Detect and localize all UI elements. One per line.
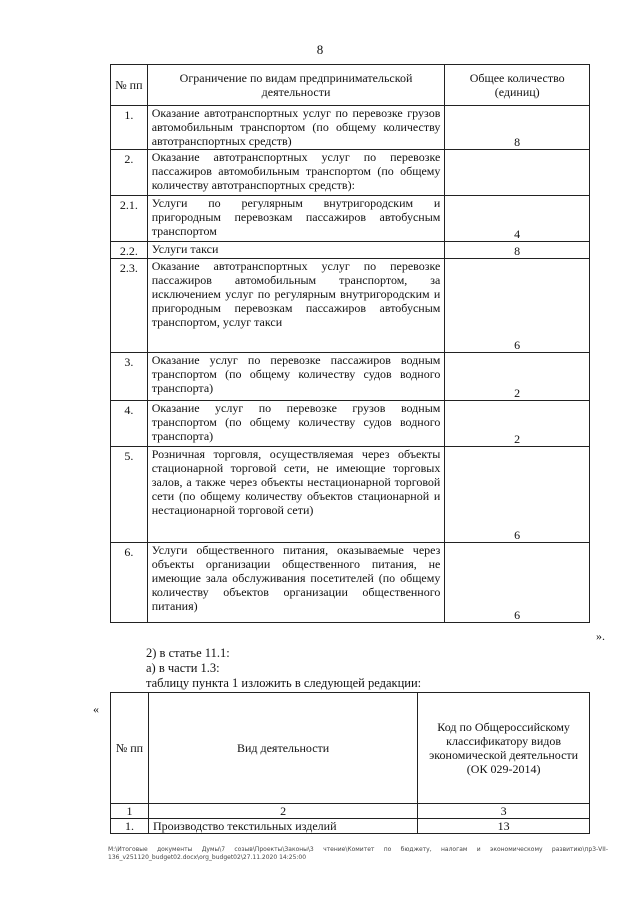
- restriction-description: Оказание автотранспортных услуг по перевозке грузов автомобильным транспортом (по общему количеству автотранспортных средств): [147, 106, 445, 150]
- column-index: 1: [111, 804, 149, 819]
- amendment-paragraph: а) в части 1.3:: [146, 661, 220, 675]
- opening-quote: «: [93, 702, 99, 716]
- table-row: [111, 150, 590, 196]
- row-number: 1.: [111, 819, 149, 834]
- table-row: [111, 259, 590, 353]
- column-header-number: № пп: [111, 65, 148, 106]
- row-number: 2.2.: [111, 242, 148, 259]
- table-row: [111, 196, 590, 242]
- table-row: [111, 447, 590, 543]
- quantity-value: 6: [445, 543, 590, 623]
- restriction-description: Оказание автотранспортных услуг по перевозке пассажиров автомобильным транспортом (по общему количеству автотранспортных средств):: [147, 150, 445, 196]
- restriction-description: Услуги по регулярным внутригородским и пригородным перевозкам пассажиров автобусным транспортом: [147, 196, 445, 242]
- quantity-value: [445, 150, 590, 196]
- table-header-row: [111, 693, 590, 804]
- restriction-description: Оказание услуг по перевозке грузов водным транспортом (по общему количеству судов водного транспорта): [147, 401, 445, 447]
- column-header-number: № пп: [111, 693, 149, 804]
- quantity-value: 2: [445, 401, 590, 447]
- column-index-row: [111, 804, 590, 819]
- column-header-okved-code: Код по Общероссийскому классификатору видов экономической деятельности (ОК 029-2014): [418, 693, 590, 804]
- quantity-value: 6: [445, 259, 590, 353]
- restriction-description: Оказание автотранспортных услуг по перевозке пассажиров автомобильным транспортом, за исключением услуг по регулярным внутригородским и пригородным перевозкам пассажиров автобусным транспортом, услуг такси: [147, 259, 445, 353]
- column-header-activity: Вид деятельности: [148, 693, 417, 804]
- row-number: 1.: [111, 106, 148, 150]
- quantity-value: 6: [445, 447, 590, 543]
- row-number: 3.: [111, 353, 148, 401]
- amendment-paragraph: таблицу пункта 1 изложить в следующей редакции:: [146, 676, 422, 690]
- table-row: [111, 401, 590, 447]
- row-number: 2.: [111, 150, 148, 196]
- amendment-paragraph: 2) в статье 11.1:: [146, 646, 230, 660]
- page-number: 8: [316, 42, 324, 57]
- column-index: 3: [418, 804, 590, 819]
- column-header-quantity: Общее количество (единиц): [445, 65, 590, 106]
- column-header-restriction: Ограничение по видам предпринимательской деятельности: [147, 65, 445, 106]
- table-row: [111, 819, 590, 834]
- activity-name: Производство текстильных изделий: [148, 819, 417, 834]
- closing-quote: ».: [596, 629, 605, 643]
- quantity-value: 4: [445, 196, 590, 242]
- restriction-description: Услуги такси: [147, 242, 445, 259]
- restrictions-table: [110, 64, 590, 623]
- row-number: 2.1.: [111, 196, 148, 242]
- quantity-value: 2: [445, 353, 590, 401]
- table-header-row: [111, 65, 590, 106]
- quantity-value: 8: [445, 242, 590, 259]
- table-row: [111, 543, 590, 623]
- row-number: 6.: [111, 543, 148, 623]
- activity-codes-table: [110, 692, 590, 834]
- table-row: [111, 106, 590, 150]
- column-index: 2: [148, 804, 417, 819]
- restriction-description: Услуги общественного питания, оказываемые через объекты организации общественного питания, не имеющие зала обслуживания посетителей (по общему количеству объектов организации общественного питания): [147, 543, 445, 623]
- okved-code: 13: [418, 819, 590, 834]
- restriction-description: Розничная торговля, осуществляемая через объекты стационарной торговой сети, не имеющие торговых залов, а также через объекты нестационарной торговой сети (по общему количеству объектов стационарной и нестационарной торговой сети): [147, 447, 445, 543]
- restriction-description: Оказание услуг по перевозке пассажиров водным транспортом (по общему количеству судов водного транспорта): [147, 353, 445, 401]
- row-number: 2.3.: [111, 259, 148, 353]
- quantity-value: 8: [445, 106, 590, 150]
- table-row: [111, 353, 590, 401]
- file-path-footer: M:\Итоговые документы Думы\7 созыв\Проекты\Законы\3 чтение\Комитет по бюджету, налогам и экономическому развитию\пр3-VII-136_v251120_budget02.docx\org_budget02\27.11.2020 14:25:00: [108, 846, 608, 861]
- table-row: [111, 242, 590, 259]
- row-number: 5.: [111, 447, 148, 543]
- row-number: 4.: [111, 401, 148, 447]
